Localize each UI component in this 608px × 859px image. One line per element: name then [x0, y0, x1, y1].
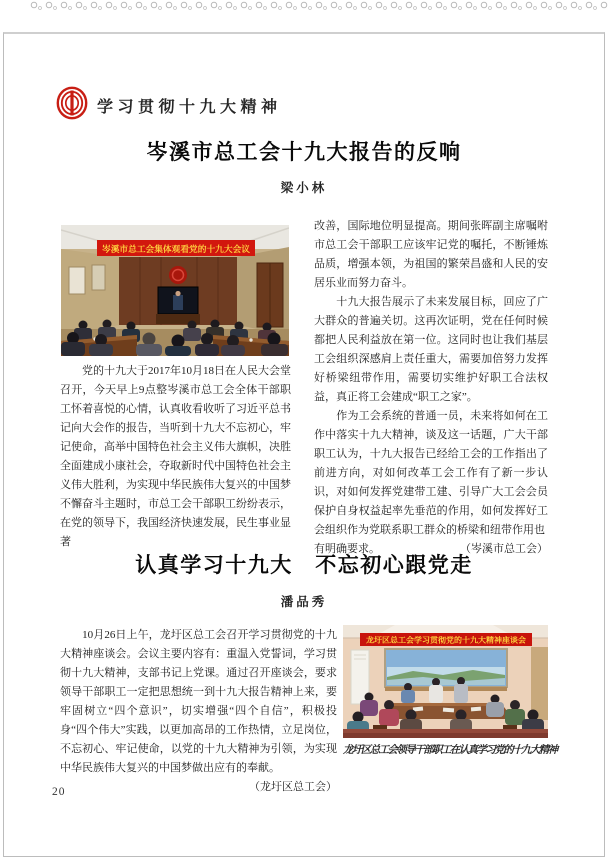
article1-paragraph-3: 十九大报告展示了未来发展目标，回应了广大群众的普遍关切。这再次证明，党在任何时候都把人民利益放在第一位。这同时也让我们基层工会组织深感肩上责任重大，需要加倍努力发挥好桥梁纽带作用，需要切实维护好职工合法权益，真正将工会建成“职工之家”。	[314, 296, 548, 403]
side-door	[531, 647, 548, 720]
article2-title: 认真学习十九大 不忘初心跟党走	[135, 553, 473, 577]
symposium-photo	[343, 625, 548, 738]
article1-photo	[61, 225, 289, 356]
photo1-banner-text: 岑溪市总工会集体观看党的十九大会议	[102, 245, 247, 255]
article1-title: 岑溪市总工会十九大报告的反响	[146, 140, 462, 164]
article1-attribution: （岑溪市总工会）	[460, 543, 548, 555]
article2-photo	[343, 625, 557, 757]
page-number: 20	[52, 786, 66, 798]
union-emblem	[169, 266, 187, 284]
photo2-caption: 龙圩区总工会领导干部职工在认真学习党的十九大精神	[343, 745, 557, 756]
article1-paragraph-1: 党的十九大于2017年10月18日在人民大会堂召开，今天早上9点整岑溪市总工会全体干部职工怀着喜悦的心情，认真收看收听了习近平总书记向大会作的报告，当听到十九大不忘初心，牢记使命，高举中国特色社会主义伟大旗帜，决胜全面建成小康社会，夺取新时代中国特色社会主义伟大胜利，为实现中华民族伟大复兴的中国梦不懈奋斗主题时，市总工会干部职工纷纷表示，在党的领导下，我国经济快速发展，民生事业显著	[60, 365, 291, 548]
article1-paragraph-4: 作为工会系统的普通一员，未来将如何在工作中落实十九大精神，谈及这一话题，广大干部职工认为，十九大报告已经给工会的工作指出了前进方向，对如何改革工会工作有了新一步认识，对如何发挥党建带工建、引导广大工会会员保护自身权益起率先垂范的作用，如何发挥好工会组织作为党联系职工群众的桥梁和纽带作用也	[314, 410, 548, 536]
article1-column-right	[314, 217, 548, 559]
article1-paragraph-2: 改善，国际地位明显提高。期间张晖副主席嘱咐市总工会干部职工应该牢记党的嘱托，不断锤炼品质，增强本领，为祖国的繁荣昌盛和人民的安居乐业而努力奋斗。	[314, 220, 548, 289]
article2-column	[60, 626, 337, 797]
decorative-scroll-border	[28, 0, 608, 11]
photo2-banner-text: 龙圩区总工会学习贯彻党的十九大精神座谈会	[366, 635, 516, 645]
series-title: 学习贯彻十九大精神	[97, 97, 282, 116]
trade-union-logo-icon	[56, 86, 88, 120]
article1-column-left	[60, 362, 291, 552]
article2-author: 潘品秀	[280, 595, 328, 609]
article2-attribution: （龙圩区总工会）	[249, 781, 337, 793]
article2-paragraph: 10月26日上午，龙圩区总工会召开学习贯彻党的十九大精神座谈会。会议主要内容有：重温入党誓词，学习贯彻十九大精神，支部书记上党课。通过召开座谈会，要求领导干部职工一定把思想统一到十九大报告精神上来，要牢固树立“四个意识”，切实增强“四个自信”，积极投身“四个伟大”实践，以更加高昂的工作热情，立足岗位，不忘初心、牢记使命，以党的十九大精神为引领，为实现中华民族伟大复兴的中国梦做出应有的奉献。	[60, 629, 337, 774]
meeting-room-photo	[61, 225, 289, 356]
article1-paragraph-4-end: 有明确要求。	[314, 543, 380, 555]
article1-author: 梁小林	[280, 181, 328, 195]
